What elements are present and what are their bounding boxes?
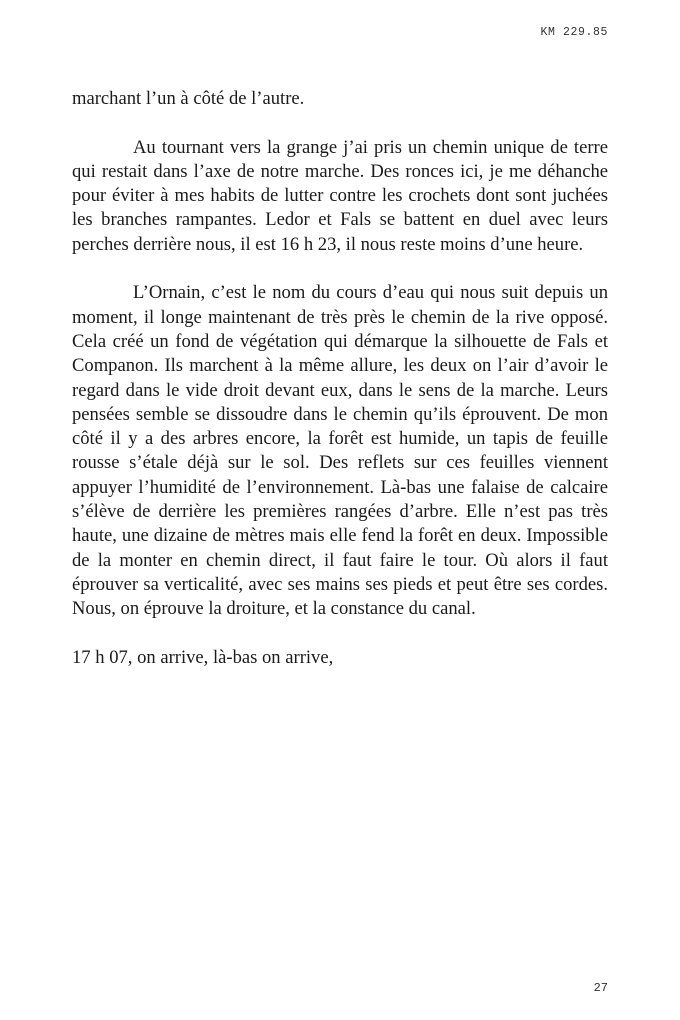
page-body [72, 87, 608, 694]
paragraph: Au tournant vers la grange j’ai pris un chemin unique de terre qui restait dans l’axe de notre marche. Des ronces ici, je me déhanche pour éviter à mes habits de lutter contre les crochets dont sont juchées les branches rampantes. Ledor et Fals se battent en duel avec leurs perches derrière nous, il est 16 h 23, il nous reste moins d’une heure. [72, 136, 608, 255]
running-header: KM 229.85 [540, 26, 608, 39]
paragraph: L’Ornain, c’est le nom du cours d’eau qui nous suit depuis un moment, il longe maintenant de très près le chemin de la rive opposé. Cela créé un fond de végétation qui démarque la silhouette de Fals et Companon. Ils marchent à la même allure, les deux on l’air d’avoir le regard dans le vide droit devant eux, dans le sens de la marche. Leurs pensées semble se dissoudre dans le chemin qu’ils éprouvent. De mon côté il y a des arbres encore, la forêt est humide, un tapis de feuille rousse s’étale déjà sur le sol. Des reflets sur ces feuilles viennent appuyer l’humidité de l’environnement. Là-bas une falaise de calcaire s’élève de derrière les premières rangées d’arbre. Elle n’est pas très haute, une dizaine de mètres mais elle fend la forêt en deux. Impossible de la monter en chemin direct, il faut faire le tour. Où alors il faut éprouver sa verticalité, avec ses mains ses pieds et peut être ses cordes. Nous, on éprouve la droiture, et la constance du canal. [72, 282, 608, 620]
paragraph-final: 17 h 07, on arrive, là-bas on arrive, [72, 646, 334, 668]
page-number: 27 [593, 981, 608, 995]
paragraph-continued: marchant l’un à côté de l’autre. [72, 88, 305, 109]
